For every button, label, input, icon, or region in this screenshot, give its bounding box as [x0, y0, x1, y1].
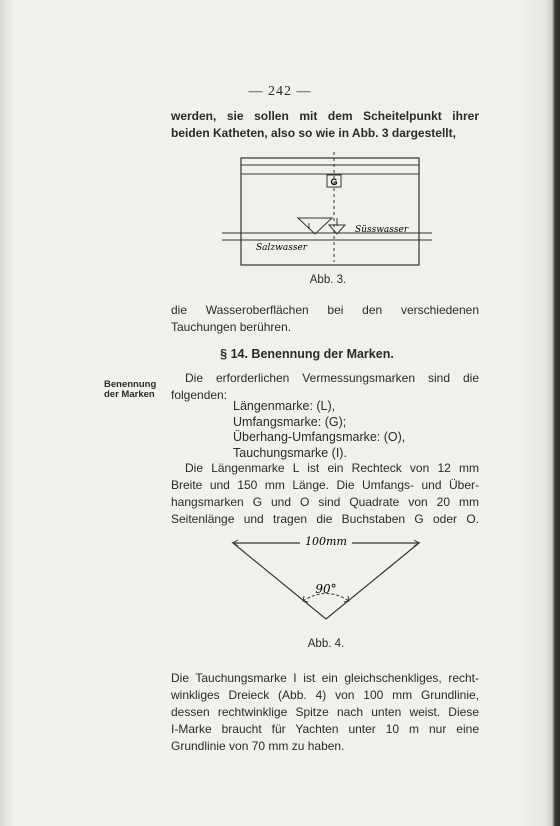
suesswasser-label: Süsswasser — [355, 225, 409, 235]
final-line: I-Marke braucht für Yachten unter 10 m nur eine — [171, 722, 479, 736]
g-label: G — [330, 177, 338, 187]
final-line: Grundlinie von 70 mm zu haben. — [171, 739, 345, 753]
final-line: dessen rechtwinklige Spitze nach unten weist. Diese — [171, 705, 479, 719]
section-intro-line: folgenden: — [171, 388, 228, 402]
description-line: Die Längenmarke L ist ein Rechteck von 12 mm — [185, 461, 479, 475]
dimension-label: 100mm — [305, 535, 347, 548]
after-figure-3-line: die Wasseroberflächen bei den verschiedenen — [171, 303, 479, 317]
page-number: — 242 — — [248, 84, 312, 99]
final-line: winkliges Dreieck (Abb. 4) von 100 mm Grundlinie, — [171, 688, 479, 702]
i-label: I — [307, 222, 311, 231]
angle-label: 90° — [315, 582, 337, 596]
figure-3-caption: Abb. 3. — [309, 274, 347, 286]
salzwasser-label: Salzwasser — [256, 243, 308, 253]
marks-list-item: Längenmarke: (L), — [233, 399, 336, 413]
section-title: § 14. Benennung der Marken. — [220, 347, 394, 361]
triangle-mark — [233, 543, 419, 619]
marks-list-item: Überhang-Umfangsmarke: (O), — [233, 430, 406, 444]
marks-list-item: Umfangsmarke: (G); — [233, 414, 347, 429]
final-paragraph — [171, 670, 479, 755]
final-line: Die Tauchungsmarke I ist ein gleichschenkliges, recht- — [171, 671, 479, 685]
description-line: Breite und 150 mm Länge. Die Umfangs- und Über- — [171, 478, 479, 492]
intro-line: beiden Katheten, also so wie in Abb. 3 dargestellt, — [171, 126, 456, 140]
marks-list-item: Tauchungsmarke (I). — [233, 445, 347, 460]
figure-4-caption: Abb. 4. — [307, 638, 345, 650]
after-figure-3-line: Tauchungen berühren. — [171, 320, 292, 334]
description-line: hangsmarken G und O sind Quadrate von 20 mm — [171, 495, 479, 509]
section-intro-line: Die erforderlichen Vermessungsmarken sind die — [185, 371, 479, 385]
description-line: Seitenlänge und tragen die Buchstaben G oder O. — [171, 512, 479, 526]
margin-note-line: Benennung — [104, 379, 157, 390]
intro-line: werden, sie sollen mit dem Scheitelpunkt ihrer — [171, 109, 479, 123]
margin-note-line: der Marken — [104, 389, 155, 400]
